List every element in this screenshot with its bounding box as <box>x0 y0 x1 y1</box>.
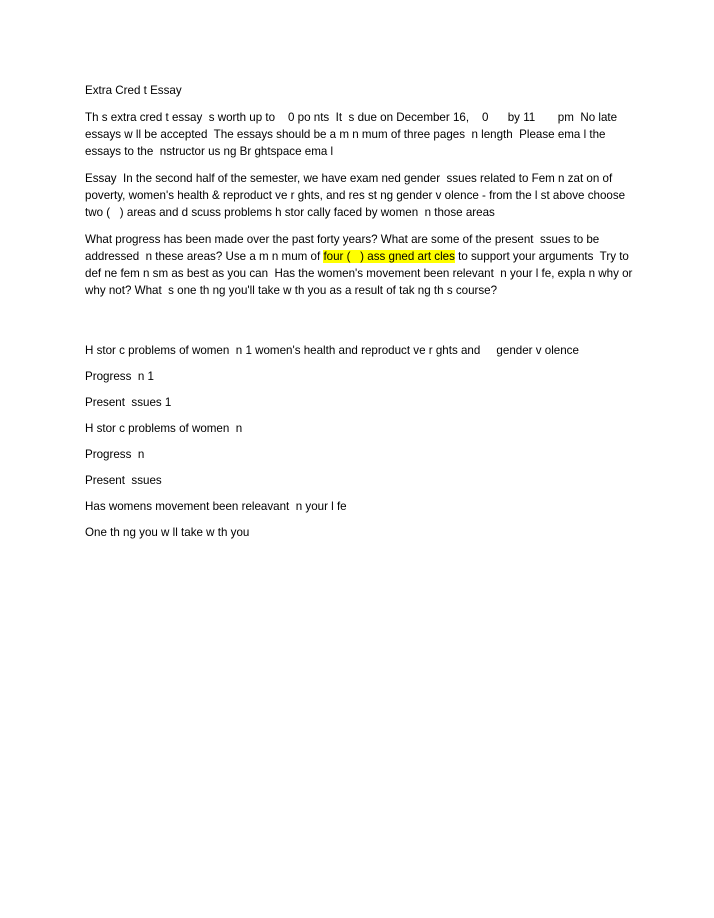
essay-prompt-paragraph: Essay In the second half of the semester, we have exam ned gender ssues related to Fem n zat on of poverty, women's health & reproduct ve r ghts, and res st ng gender v olence - from the l st above choose two ( ) areas and d scuss problems h stor cally faced by women n those areas <box>85 172 629 219</box>
paragraph-text-before: What progress has been made over the past forty years? What are some of the present ssues to be addressed n these areas? Use a m n mum of <box>85 233 603 263</box>
highlighted-text: four ( ) ass gned art cles <box>323 250 455 263</box>
progress-questions-paragraph <box>85 231 635 299</box>
outline-item: One th ng you w ll take w th you <box>85 526 250 539</box>
outline-item: Has womens movement been releavant n your l fe <box>85 500 347 513</box>
instructions-paragraph: Th s extra cred t essay s worth up to 0 po nts It s due on December 16, 0 by 11 pm No late essays w ll be accepted The essays should be a m n mum of three pages n length Please ema l the essays to the nstructor us ng Br ghtspace ema l <box>85 111 621 158</box>
outline-item: Present ssues <box>85 474 162 487</box>
paragraph-text-after: to support your arguments Try to def ne fem n sm as best as you can Has the women's movement been relevant n your l fe, expla n why or why not? What s one th ng you'll take w th you as a result of tak ng th s course? <box>85 250 636 297</box>
outline-item: H stor c problems of women n <box>85 422 243 435</box>
outline-item: Progress n 1 <box>85 370 154 383</box>
outline-item: Progress n <box>85 448 145 461</box>
document-body <box>85 82 635 550</box>
outline-item: H stor c problems of women n 1 women's health and reproduct ve r ghts and gender v olence <box>85 344 579 357</box>
outline-item: Present ssues 1 <box>85 396 172 409</box>
blank-space <box>85 299 635 342</box>
document-title: Extra Cred t Essay <box>85 84 182 97</box>
